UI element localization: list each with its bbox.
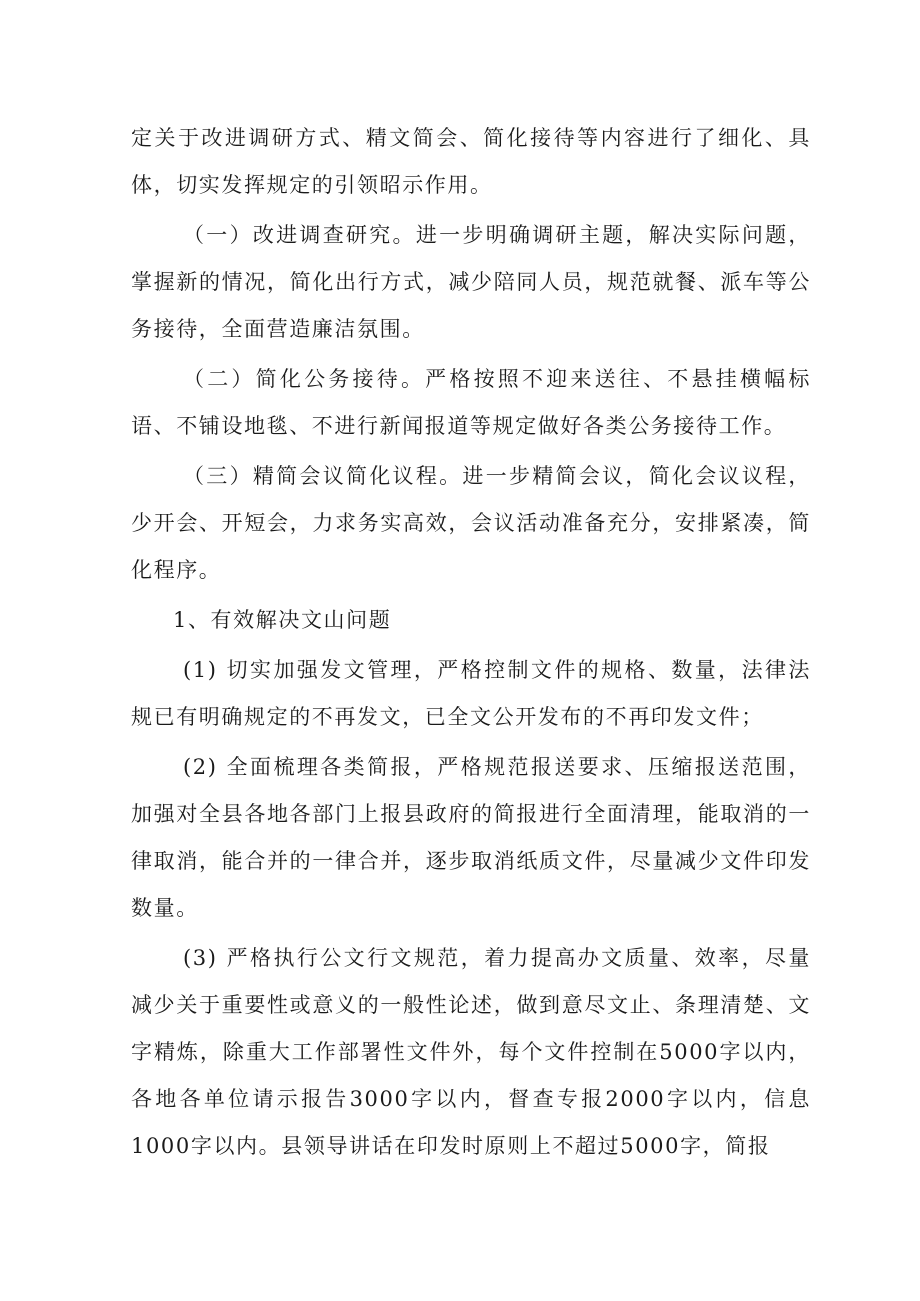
document-body — [131, 115, 811, 1173]
paragraph-section-1: （一）改进调查研究。进一步明确调研主题，解决实际问题，掌握新的情况，简化出行方式，减少陪同人员，规范就餐、派车等公务接待，全面营造廉洁氛围。 — [131, 223, 811, 341]
paragraph-item-1-3: (3) 严格执行公文行文规范，着力提高办文质量、效率，尽量减少关于重要性或意义的一般性论述，做到意尽文止、条理清楚、文字精炼，除重大工作部署性文件外，每个文件控制在5000字以内，各地各单位请示报告3000字以内，督查专报2000字以内，信息1000字以内。县领导讲话在印发时原则上不超过5000字，简报 — [131, 946, 811, 1158]
paragraph-item-1-2: (2) 全面梳理各类简报，严格规范报送要求、压缩报送范围，加强对全县各地各部门上报县政府的简报进行全面清理，能取消的一律取消，能合并的一律合并，逐步取消纸质文件，尽量减少文件印发数量。 — [131, 755, 811, 920]
subheading-item-1: 1、有效解决文山问题 — [173, 608, 392, 632]
paragraph-item-1-1: (1) 切实加强发文管理，严格控制文件的规格、数量，法律法规已有明确规定的不再发文，已全文公开发布的不再印发文件； — [131, 658, 811, 729]
paragraph-section-2: （二）简化公务接待。严格按照不迎来送往、不悬挂横幅标语、不铺设地毯、不进行新闻报道等规定做好各类公务接待工作。 — [131, 367, 811, 438]
paragraph-continuation: 定关于改进调研方式、精文简会、简化接待等内容进行了细化、具体，切实发挥规定的引领昭示作用。 — [131, 126, 811, 197]
paragraph-section-3: （三）精简会议简化议程。进一步精简会议，简化会议议程，少开会、开短会，力求务实高效，会议活动准备充分，安排紧凑，简化程序。 — [131, 464, 811, 582]
